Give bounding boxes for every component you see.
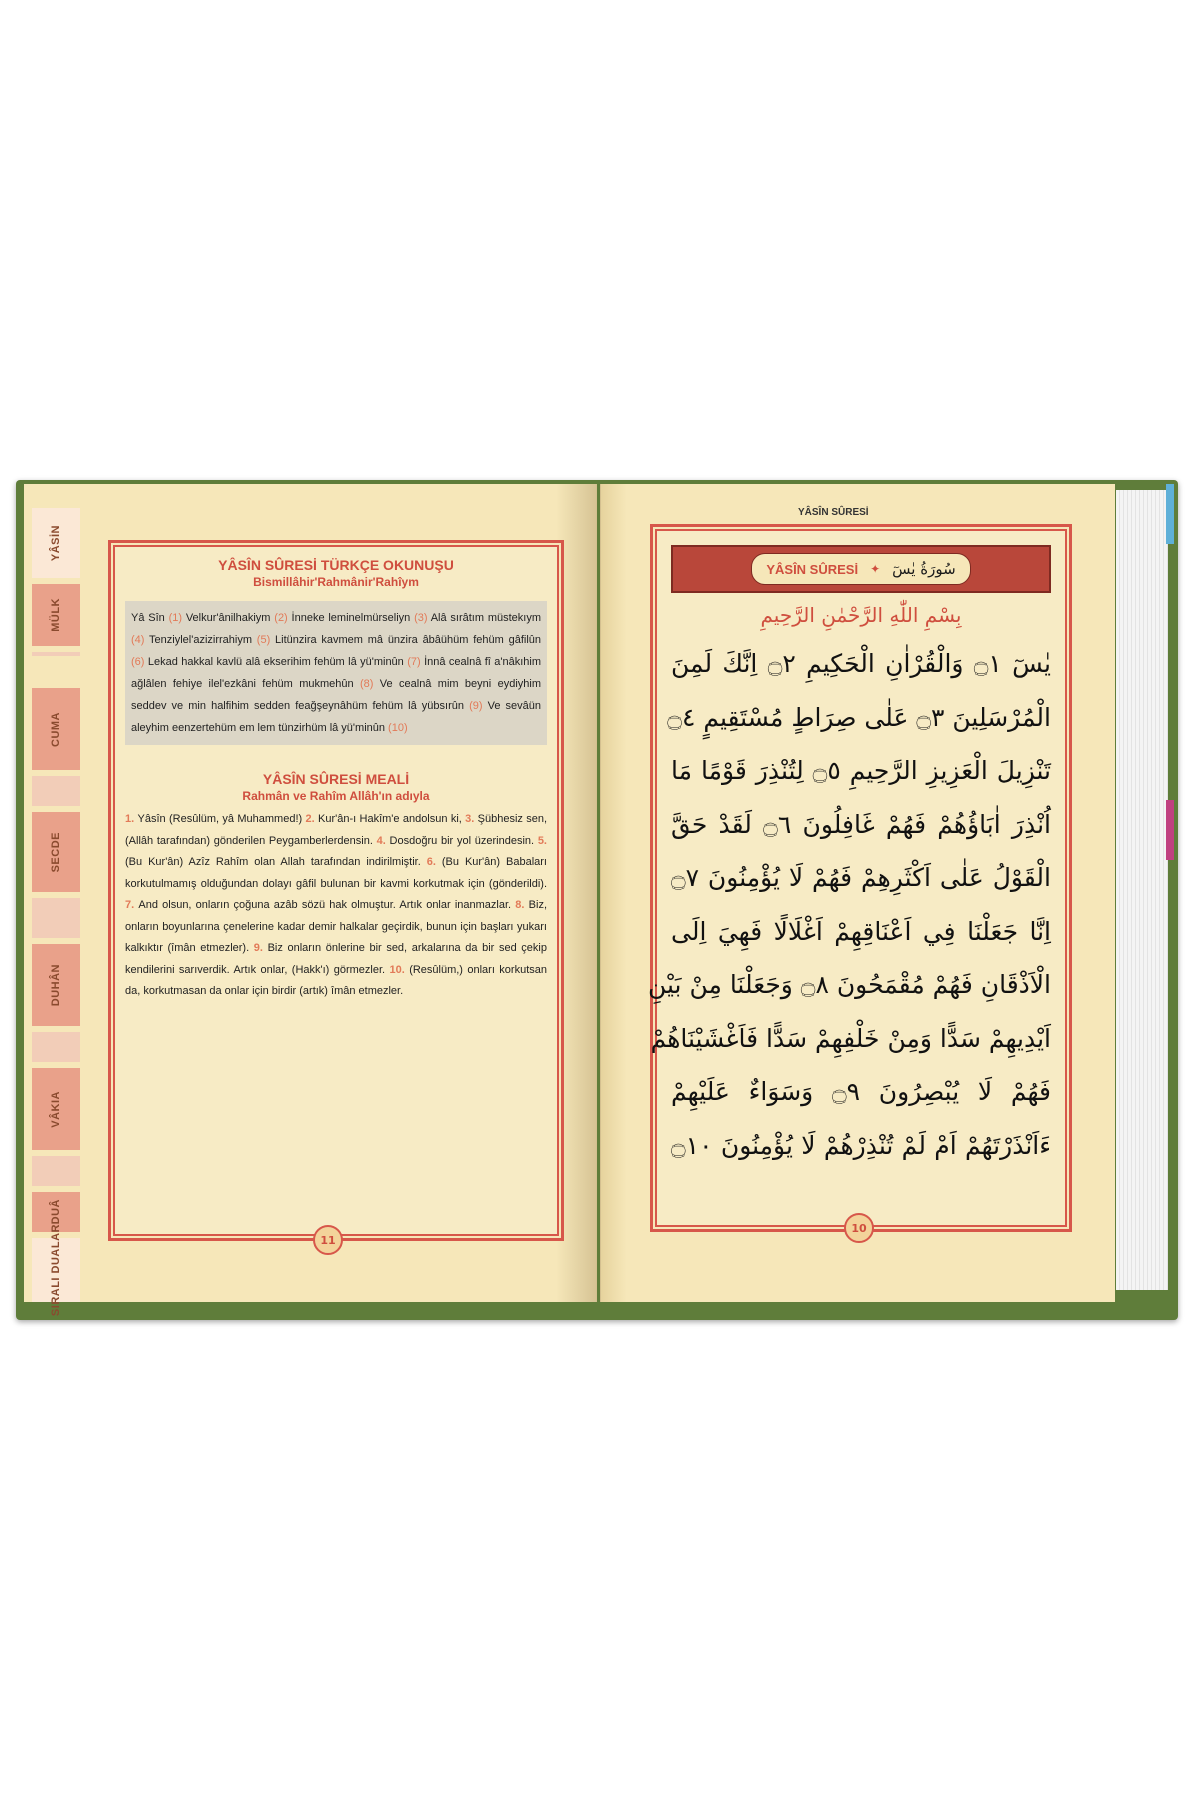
- okunus-segment: Ve cealnâ mim beyni eydiyhim seddev ve min halfihim sedden feağşeynâhüm fehüm lâ yübsırûn: [131, 678, 541, 712]
- verse-line: اُنْذِرَ اٰبَاؤُهُمْ فَهُمْ غَافِلُونَ ۝٦ لَقَدْ حَقَّ: [671, 809, 1052, 839]
- page-number-left: 11: [313, 1225, 343, 1255]
- meal-number: 7.: [125, 899, 139, 911]
- meal-segment: (Bu Kur'ân) Azîz Rahîm olan Allah tarafından indirilmiştir.: [125, 856, 427, 868]
- tab-label: YÂSİN: [50, 524, 62, 562]
- okunus-segment: Litünzira kavmem mâ ünzira âbâühüm fehüm gâfilûn: [275, 634, 541, 646]
- tab-spacer: [32, 1032, 80, 1062]
- verse-line: الْمُرْسَلِينَ ۝٣ عَلٰى صِرَاطٍ مُسْتَقِيمٍ ۝٤: [667, 702, 1051, 732]
- tab-yasin[interactable]: [32, 508, 80, 578]
- okunus-segment: İnneke leminelmürseliyn: [291, 612, 415, 624]
- meal-segment: Dosdoğru bir yol üzerindesin.: [389, 834, 538, 847]
- okunus-segment: İnnâ cealnâ fî a'nâkıhim ağlâlen fehiye ilel'ezkâni fehüm mukmehûn: [131, 656, 542, 690]
- arabic-verses: [647, 637, 1052, 1172]
- meal-number: 2.: [305, 813, 319, 825]
- meal-segment: Yâsîn (Resûlüm, yâ Muhammed!): [137, 813, 306, 825]
- meal-segment: (Resûlüm,) onları korkutsan da, korkutmasan da onlar için birdir (artık) îmân etmezler.: [125, 963, 547, 997]
- meal-number: 8.: [515, 899, 529, 911]
- tab-label: VÂKIA: [50, 1090, 62, 1128]
- tab-duhan[interactable]: [32, 944, 80, 1026]
- verse-number: (2): [274, 612, 292, 624]
- meal-segment: Biz, onların boyunlarına çenelerine kadar demir halkalar geçirdik, bunun için başları yukarı kalkıktır (îmân etmezler).: [125, 899, 548, 954]
- okunus-segment: Lekad hakkal kavlü alâ ekserihim fehüm lâ yü'minûn: [147, 656, 408, 668]
- surah-title-turkish: YÂSÎN SÛRESİ: [766, 561, 859, 577]
- page-edges: [1116, 490, 1168, 1290]
- tab-label: SECDE: [50, 831, 62, 873]
- tab-label: SIRALI DUALAR: [50, 1223, 62, 1317]
- basmala: بِسْمِ اللّٰهِ الرَّحْمٰنِ الرَّحِيمِ: [760, 603, 962, 627]
- running-head: YÂSÎN SÛRESİ: [798, 507, 869, 518]
- meal-number: 10.: [389, 963, 410, 976]
- surah-title-arabic: سُورَةُ يٰسٓ: [892, 560, 956, 578]
- open-book: [16, 470, 1178, 1320]
- translation-block: [125, 809, 547, 1003]
- surah-cartouche: [751, 553, 970, 585]
- tab-spacer: [32, 898, 80, 938]
- transliteration-block: [125, 601, 547, 745]
- tab-divider: [32, 652, 80, 656]
- tab-spacer: [32, 776, 80, 806]
- verse-line: ءَاَنْذَرْتَهُمْ اَمْ لَمْ تُنْذِرْهُمْ لَا يُؤْمِنُونَ ۝١٠: [671, 1130, 1051, 1160]
- tab-label: CUMA: [50, 711, 62, 747]
- meal-segment: (Bu Kur'ân) Babaları korkutulmamış olduğundan dolayı gâfil bulunan bir kavmi korkutmak için (gönderildi).: [125, 856, 547, 890]
- verse-number: (9): [469, 700, 488, 712]
- meal-segment: Şübhesiz sen, (Allâh tarafından) gönderilen Peygamberlerdensin.: [125, 813, 548, 847]
- edge-marker-pink: [1166, 800, 1174, 860]
- verse-number: (5): [256, 634, 276, 646]
- tab-label: DUÂ: [50, 1199, 62, 1225]
- verse-line: اَيْدِيهِمْ سَدًّا وَمِنْ خَلْفِهِمْ سَدًّا فَاَغْشَيْنَاهُمْ: [650, 1023, 1051, 1053]
- verse-number: (6): [131, 656, 148, 668]
- okunus-title: YÂSÎN SÛRESİ TÜRKÇE OKUNUŞU: [218, 557, 454, 573]
- meal-segment: Biz onların önlerine bir sed, arkalarına da bir sed çekip kendilerini sarıverdik. Artık onlar, (Hakk'ı) görmezler.: [125, 942, 547, 976]
- verse-number: (7): [407, 656, 425, 668]
- verse-number: (10): [388, 722, 408, 734]
- verse-number: (8): [359, 678, 380, 690]
- meal-number: 9.: [253, 942, 268, 954]
- tab-sirali-dualar[interactable]: [32, 1223, 80, 1317]
- left-text-frame: [108, 540, 564, 1241]
- meal-number: 3.: [465, 813, 478, 825]
- meal-number: 1.: [125, 813, 138, 825]
- tab-label: MÜLK: [50, 598, 62, 632]
- okunus-segment: Alâ sırâtım müstekıym: [430, 612, 542, 624]
- edge-marker-blue: [1166, 484, 1174, 544]
- verse-number: (1): [168, 612, 186, 624]
- tab-label: DUHÂN: [50, 963, 62, 1007]
- meal-subtitle: Rahmân ve Rahîm Allâh'ın adıyla: [242, 789, 430, 803]
- verse-line: تَنْزِيلَ الْعَزِيزِ الرَّحِيمِ ۝٥ لِتُنْذِرَ قَوْمًا مَا: [671, 756, 1051, 785]
- meal-number: 5.: [537, 834, 547, 847]
- okunus-subtitle: Bismillâhir'Rahmânir'Rahîym: [253, 575, 419, 589]
- okunus-segment: Ve sevâün aleyhim eenzertehüm em lem tünzirhüm lâ yü'minûn: [131, 700, 542, 734]
- meal-number: 6.: [426, 856, 442, 868]
- okunus-segment: Velkur'ânilhakiym: [185, 612, 275, 624]
- meal-number: 4.: [376, 834, 390, 847]
- meal-segment: And olsun, onların çoğuna azâb sözü hak olmuştur. Artık onlar inanmazlar.: [138, 899, 516, 911]
- thumb-index-tabs: [32, 508, 80, 1317]
- left-content: [125, 557, 547, 1003]
- tab-mulk[interactable]: [32, 584, 80, 646]
- left-page: [24, 484, 597, 1317]
- verse-number: (3): [414, 612, 431, 624]
- verse-line: اِنَّا جَعَلْنَا فِي اَعْنَاقِهِمْ اَغْلَالًا فَهِيَ اِلَى: [671, 916, 1051, 946]
- surah-title-band: [671, 545, 1051, 593]
- meal-segment: Kur'ân-ı Hakîm'e andolsun ki,: [318, 813, 466, 825]
- tab-secde[interactable]: [32, 812, 80, 892]
- star-ornament-icon: ✦: [870, 562, 881, 576]
- tab-cuma[interactable]: [32, 688, 80, 770]
- tab-vakia[interactable]: [32, 1068, 80, 1150]
- okunus-segment: Tenziylel'azizirrahiym: [149, 634, 257, 646]
- right-text-frame: [647, 524, 1072, 1232]
- verse-line: يٰسٓ ۝١ وَالْقُرْاٰنِ الْحَكِيمِ ۝٢ اِنَّكَ لَمِنَ: [671, 649, 1051, 678]
- tab-spacer: [32, 1156, 80, 1186]
- verse-line: فَهُمْ لَا يُبْصِرُونَ ۝٩ وَسَوَاءٌ عَلَيْهِمْ: [671, 1077, 1051, 1106]
- verse-number: (4): [131, 634, 150, 646]
- verse-line: الْاَذْقَانِ فَهُمْ مُقْمَحُونَ ۝٨ وَجَعَلْنَا مِنْ بَيْنِ: [647, 970, 1051, 999]
- meal-title: YÂSÎN SÛRESİ MEALİ: [262, 771, 410, 787]
- verse-line: الْقَوْلُ عَلٰى اَكْثَرِهِمْ فَهُمْ لَا يُؤْمِنُونَ ۝٧: [671, 863, 1051, 892]
- page-number-right: 10: [844, 1213, 874, 1243]
- okunus-segment: Yâ Sîn: [131, 612, 169, 624]
